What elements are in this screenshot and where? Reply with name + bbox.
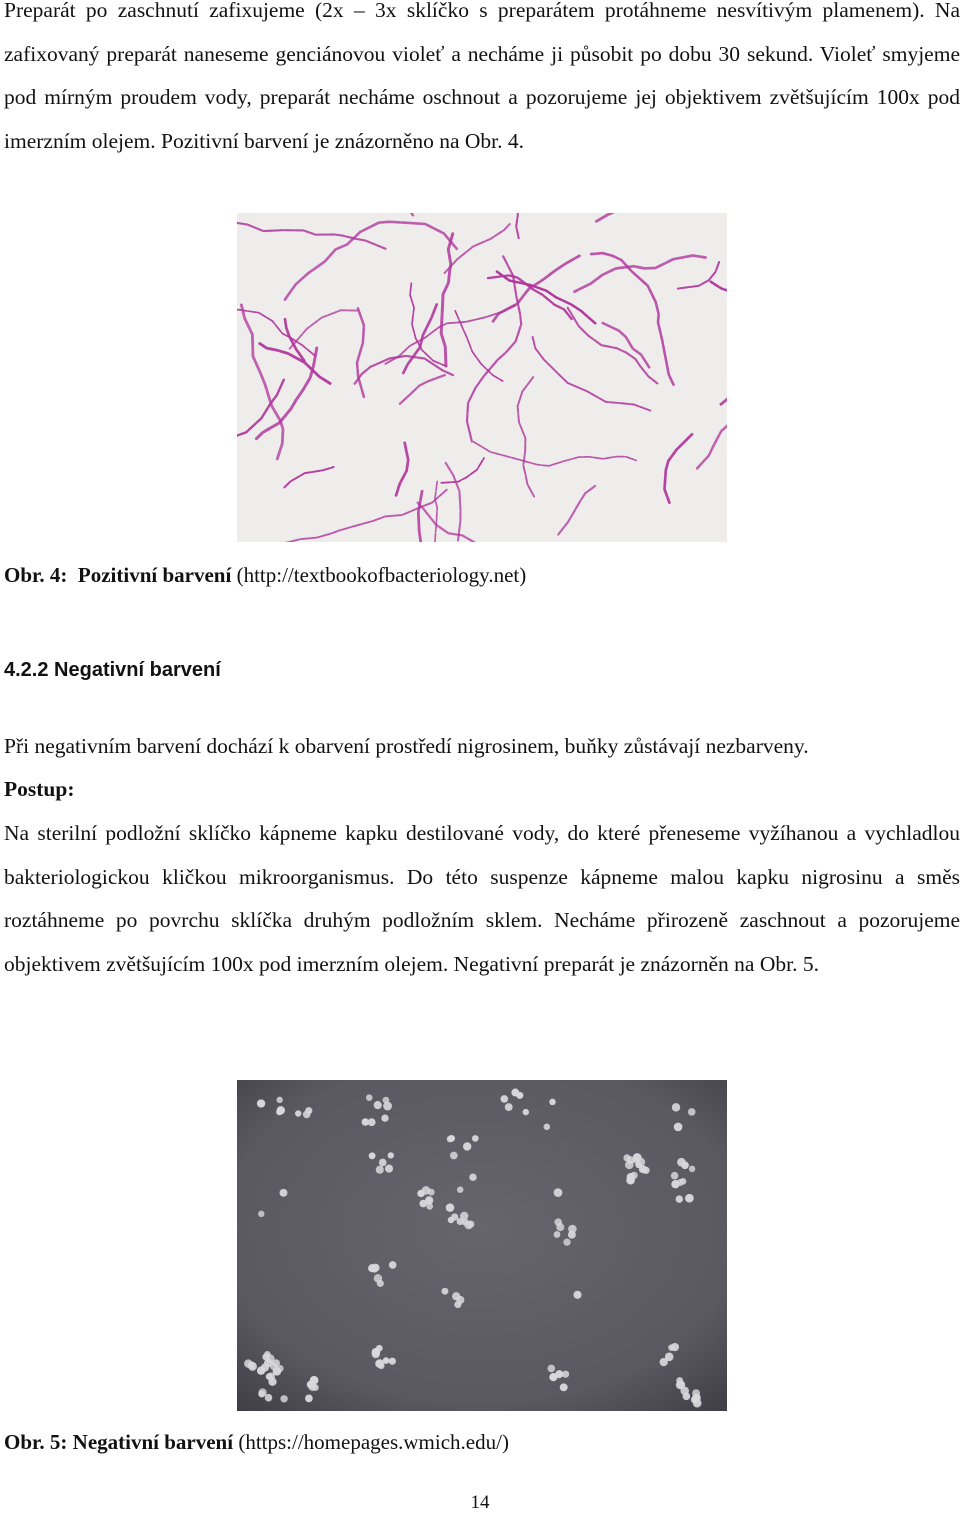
positive-stain-micrograph (237, 213, 727, 542)
coccus-cell (389, 1358, 396, 1365)
figure5-title: Negativní barvení (72, 1430, 234, 1454)
coccus-cell (368, 1264, 376, 1272)
paragraph-negative-procedure: Na sterilní podložní sklíčko kápneme kapku destilované vody, do které přeneseme vyžíhanou a vychladlou bakteriologickou kličkou mikroorganismus. Do této suspenze kápneme malou kapku nigrosinu a směs roztáhneme po povrchu sklíčka druhým podložním sklem. Necháme přirozeně zaschnout a pozorujeme objektivem zvětšujícím 100x pod imerzním olejem. Negativní preparát je znázorněn na Obr. 5. (4, 821, 960, 977)
coccus-cell (511, 1089, 519, 1097)
coccus-cell (683, 1393, 691, 1401)
coccus-cell (463, 1142, 471, 1150)
coccus-cell (389, 1261, 397, 1269)
coccus-cell (372, 1348, 381, 1357)
coccus-cell (573, 1291, 581, 1299)
figure4-label: Obr. 4: (4, 563, 68, 587)
coccus-cell (562, 1371, 569, 1378)
coccus-cell (264, 1351, 270, 1357)
figure4-caption (4, 560, 526, 590)
coccus-cell (305, 1395, 313, 1403)
coccus-cell (376, 1166, 384, 1174)
coccus-cell (689, 1166, 696, 1173)
coccus-cell (277, 1365, 284, 1372)
coccus-cell (456, 1296, 464, 1304)
coccus-cell (451, 1213, 458, 1220)
coccus-cell (554, 1188, 563, 1197)
coccus-cell (554, 1231, 561, 1238)
coccus-cell (257, 1366, 265, 1374)
coccus-cell (385, 1165, 393, 1173)
coccus-cell (548, 1365, 556, 1373)
coccus-cell (308, 1383, 316, 1391)
coccus-cell (685, 1194, 694, 1203)
page-number: 14 (470, 1492, 490, 1513)
coccus-cell (270, 1362, 278, 1370)
coccus-cell (295, 1110, 301, 1116)
figure5-label: Obr. 5: (4, 1430, 68, 1454)
coccus-cell (691, 1396, 699, 1404)
coccus-cell (276, 1097, 282, 1103)
coccus-cell (280, 1395, 287, 1402)
coccus-cell (677, 1179, 684, 1186)
coccus-cell (549, 1373, 557, 1381)
coccus-cell (642, 1167, 649, 1174)
coccus-cell (383, 1102, 392, 1111)
paragraph-fixation-staining: Preparát po zaschnutí zafixujeme (2x – 3x sklíčko s preparátem protáhneme nesvítivým plamenem). Na zafixovaný preparát naneseme genciánovou violeť a necháme ji působit po dobu 30 sekund. Violeť smyjeme pod mírným proudem vody, preparát necháme oschnout a pozorujeme jej objektivem zvětšujícím 100x pod imerzním olejem. Pozitivní barvení je znázorněno na Obr. 4. (4, 0, 960, 154)
figure-negative-stain-image (237, 1080, 727, 1411)
coccus-cell (568, 1231, 576, 1239)
coccus-cell (457, 1186, 464, 1193)
negative-stain-micrograph (237, 1080, 727, 1411)
coccus-cell (374, 1101, 382, 1109)
coccus-cell (469, 1173, 476, 1180)
figure5-caption (4, 1427, 509, 1457)
coccus-cell (248, 1362, 257, 1371)
coccus-cell (560, 1383, 568, 1391)
coccus-cell (461, 1218, 468, 1225)
coccus-cell (280, 1189, 288, 1197)
coccus-cell (366, 1094, 373, 1101)
coccus-cell (375, 1359, 384, 1368)
coccus-cell (626, 1176, 635, 1185)
coccus-cell (688, 1108, 696, 1116)
coccus-cell (258, 1211, 264, 1217)
figure-positive-stain-image (237, 213, 727, 542)
coccus-cell (544, 1124, 551, 1131)
coccus-cell (425, 1196, 433, 1204)
coccus-cell (563, 1239, 570, 1246)
coccus-cell (388, 1152, 394, 1158)
coccus-cell (549, 1099, 556, 1106)
coccus-cell (671, 1172, 679, 1180)
coccus-cell (303, 1111, 311, 1119)
coccus-cell (277, 1106, 285, 1114)
coccus-cell (625, 1160, 634, 1169)
coccus-cell (368, 1118, 376, 1126)
coccus-cell (257, 1099, 265, 1107)
negative-stain-intro: Při negativním barvení dochází k obarvení prostředí nigrosinem, buňky zůstávají nezbarveny. (4, 734, 809, 758)
coccus-cell (258, 1391, 265, 1398)
coccus-cell (505, 1103, 513, 1111)
coccus-cell (267, 1373, 275, 1381)
coccus-cell (447, 1136, 454, 1143)
coccus-cell (677, 1158, 686, 1167)
coccus-cell (554, 1218, 562, 1226)
figure5-source: (https://homepages.wmich.edu/) (238, 1430, 509, 1454)
coccus-cell (374, 1274, 382, 1282)
coccus-cell (660, 1358, 668, 1366)
coccus-cell (500, 1095, 508, 1103)
coccus-cell (381, 1115, 388, 1122)
coccus-cell (441, 1288, 448, 1295)
coccus-cell (672, 1103, 680, 1111)
section-heading-negative-stain: 4.2.2 Negativní barvení (4, 659, 221, 681)
figure4-source: (http://textbookofbacteriology.net) (236, 563, 527, 587)
coccus-cell (369, 1152, 376, 1159)
coccus-cell (428, 1189, 435, 1196)
coccus-cell (379, 1159, 387, 1167)
figure4-title: Pozitivní barvení (77, 563, 232, 587)
coccus-cell (676, 1195, 683, 1202)
coccus-cell (450, 1152, 458, 1160)
coccus-cell (417, 1190, 424, 1197)
coccus-cell (671, 1343, 679, 1351)
coccus-cell (523, 1109, 529, 1115)
coccus-cell (472, 1135, 479, 1142)
coccus-cell (446, 1203, 455, 1212)
coccus-cell (676, 1381, 685, 1390)
procedure-label: Postup: (4, 777, 75, 801)
coccus-cell (674, 1123, 683, 1132)
coccus-cell (635, 1162, 642, 1169)
